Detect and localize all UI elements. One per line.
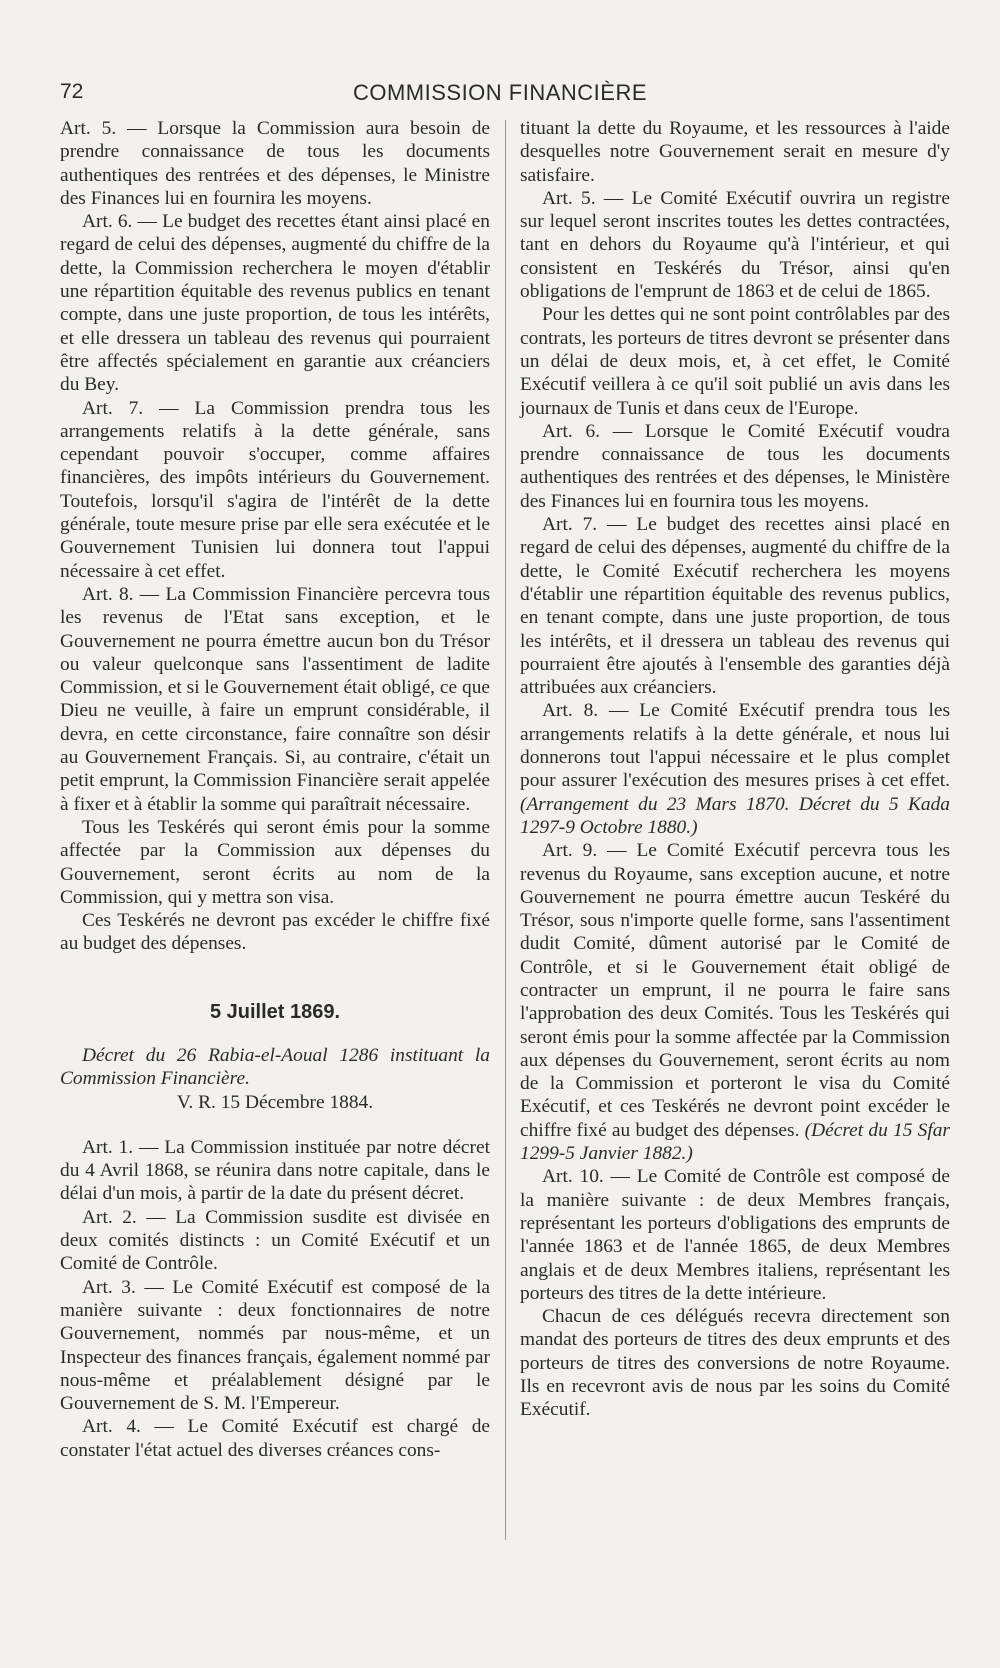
date-heading: 5 Juillet 1869. bbox=[209, 1000, 341, 1023]
paragraph: Art. 7. — Le budget des recettes ainsi placé en regard de celui des dépenses, augmenté du chiffre de la dette, le Comité Exécutif recherchera les moyens d'établir une répartition équitable des revenus publics, en tenant compte, dans une juste proportion, de tous les intérêts, et il dressera un tableau des revenus qui pourraient être ajoutés à l'ensemble des garanties déjà attribuées aux créanciers. bbox=[520, 514, 950, 699]
paragraph: Art. 5. — Lorsque la Commission aura besoin de prendre connaissance de tous les documents authentiques des rentrées et des dépenses, le Ministre des Finances lui en fournira les moyens. bbox=[60, 118, 490, 209]
decree-title: Décret du 26 Rabia-el-Aoual 1286 instituant la Commission Financière. bbox=[60, 1044, 490, 1090]
paragraph: Art. 8. — La Commission Financière percevra tous les revenus de l'Etat sans exception, et le Gouvernement ne pourra émettre aucun bon du Trésor ou valeur quelconque sans l'assentiment de ladite Commission, et si le Gouvernement était obligé, ce que Dieu ne veuille, à faire un emprunt considérable, il devra, en cette circonstance, faire connaître son désir au Gouvernement Français. Si, au contraire, c'était un petit emprunt, la Commission Financière serait appelée à fixer et à établir la somme qui paraîtrait nécessaire. bbox=[60, 583, 490, 815]
running-title: COMMISSION FINANCIÈRE bbox=[352, 80, 648, 105]
left-column bbox=[60, 117, 490, 1462]
page-header bbox=[60, 80, 940, 114]
paragraph: Pour les dettes qui ne sont point contrôlables par des contrats, les porteurs de titres devront se présenter dans un délai de deux mois, et, à cet effet, le Comité Exécutif veillera à ce qu'il soit publié un avis dans les journaux de Tunis et dans ceux de l'Europe. bbox=[520, 304, 950, 419]
paragraph: Art. 6. — Le budget des recettes étant ainsi placé en regard de celui des dépenses, augmenté du chiffre de la dette, la Commission recherchera le moyen d'établir une répartition équitable des revenus publics en tenant compte, dans une juste proportion, de tous les intérêts, et elle dressera un tableau des revenus qui pourraient être affectés spécialement en garantie aux créanciers du Bey. bbox=[60, 211, 490, 396]
paragraph: Art. 3. — Le Comité Exécutif est composé de la manière suivante : deux fonctionnaires de notre Gouvernement, nommés par nous-même, et un Inspecteur des finances français, également nommé par nous-même et préalablement désigné par le Gouvernement de S. M. l'Empereur. bbox=[60, 1276, 490, 1415]
article-text: Art. 9. — Le Comité Exécutif percevra tous les revenus du Royaume, sans exception aucune, et notre Gouvernement ne pourra émettre aucun Teskéré du Trésor, sous n'importe quelle forme, sans l'assentiment dudit Comité, dûment autorisé par le Comité de Contrôle, et si le Gouvernement était obligé de contracter un emprunt, il ne pourra le faire sans l'approbation des deux Comités. Tous les Teskérés qui seront émis pour la somme affectée par la Commission aux dépenses du Gouvernement, seront écrits au nom de la Commission et porteront le visa du Comité Exécutif, et ces Teskérés ne devront point excéder le chiffre fixé au budget des dépenses. bbox=[520, 840, 950, 1141]
paragraph: Art. 4. — Le Comité Exécutif est chargé de constater l'état actuel des diverses créances cons- bbox=[60, 1416, 490, 1461]
paragraph: Tous les Teskérés qui seront émis pour la somme affectée par la Commission aux dépenses du Gouvernement, seront écrits au nom de la Commission, qui y mettra son visa. bbox=[60, 816, 490, 908]
paragraph: Art. 6. — Lorsque le Comité Exécutif voudra prendre connaissance de tous les documents authentiques des rentrées et des dépenses, le Ministère des Finances lui en fournira tous les moyens. bbox=[520, 420, 950, 512]
paragraph: Art. 2. — La Commission susdite est divisée en deux comités distincts : un Comité Exécutif et un Comité de Contrôle. bbox=[60, 1206, 490, 1275]
paragraph: Chacun de ces délégués recevra directement son mandat des porteurs de titres des deux emprunts et des porteurs de titres des conversions de notre Royaume. Ils en recevront avis de nous par les soins du Comité Exécutif. bbox=[520, 1306, 950, 1421]
column-divider bbox=[505, 120, 506, 1540]
paragraph: Art. 7. — La Commission prendra tous les arrangements relatifs à la dette générale, sans cependant pouvoir s'occuper, comme affaires financières, des impôts intérieurs du Gouvernement. Toutefois, lorsqu'il s'agira de l'intérêt de la dette générale, toute mesure prise par elle sera exécutée et le Gouvernement Tunisien lui donnera tout l'appui nécessaire à cet effet. bbox=[60, 397, 490, 582]
decree-reference: V. R. 15 Décembre 1884. bbox=[176, 1091, 374, 1113]
paragraph: tituant la dette du Royaume, et les ressources à l'aide desquelles notre Gouvernement serait en mesure d'y satisfaire. bbox=[520, 118, 950, 186]
paragraph-art-8 bbox=[520, 699, 950, 839]
paragraph-art-9 bbox=[520, 839, 950, 1165]
paragraph: Art. 5. — Le Comité Exécutif ouvrira un registre sur lequel seront inscrites toutes les dettes contractées, tant en dehors du Royaume qu'à l'intérieur, et qui consistent en Teskérés du Trésor, ainsi qu'en obligations de l'emprunt de 1863 et de celui de 1865. bbox=[520, 187, 950, 303]
article-text: Art. 8. — Le Comité Exécutif prendra tous les arrangements relatifs à la dette générale, et nous lui donnerons tout l'appui nécessaire et le plus complet pour assurer l'exécution des mesures prises à cet effet. bbox=[520, 700, 950, 792]
paragraph: Ces Teskérés ne devront pas excéder le chiffre fixé au budget des dépenses. bbox=[60, 910, 490, 955]
page-number: 72 bbox=[60, 80, 84, 103]
paragraph: Art. 10. — Le Comité de Contrôle est composé de la manière suivante : de deux Membres français, représentant les porteurs d'obligations des emprunts de l'année 1863 et de l'année 1865, de deux Membres anglais et de deux Membres italiens, représentant les porteurs des titres de la dette intérieure. bbox=[520, 1166, 950, 1304]
paragraph: Art. 1. — La Commission instituée par notre décret du 4 Avril 1868, se réunira dans notre capitale, dans le délai d'un mois, à partir de la date du présent décret. bbox=[60, 1136, 490, 1205]
citation: (Décret du 15 Sfar 1299-5 Janvier 1882.) bbox=[520, 1119, 950, 1165]
citation: (Arrangement du 23 Mars 1870. Décret du 5 Kada 1297-9 Octobre 1880.) bbox=[520, 793, 950, 838]
right-column bbox=[520, 117, 950, 1422]
